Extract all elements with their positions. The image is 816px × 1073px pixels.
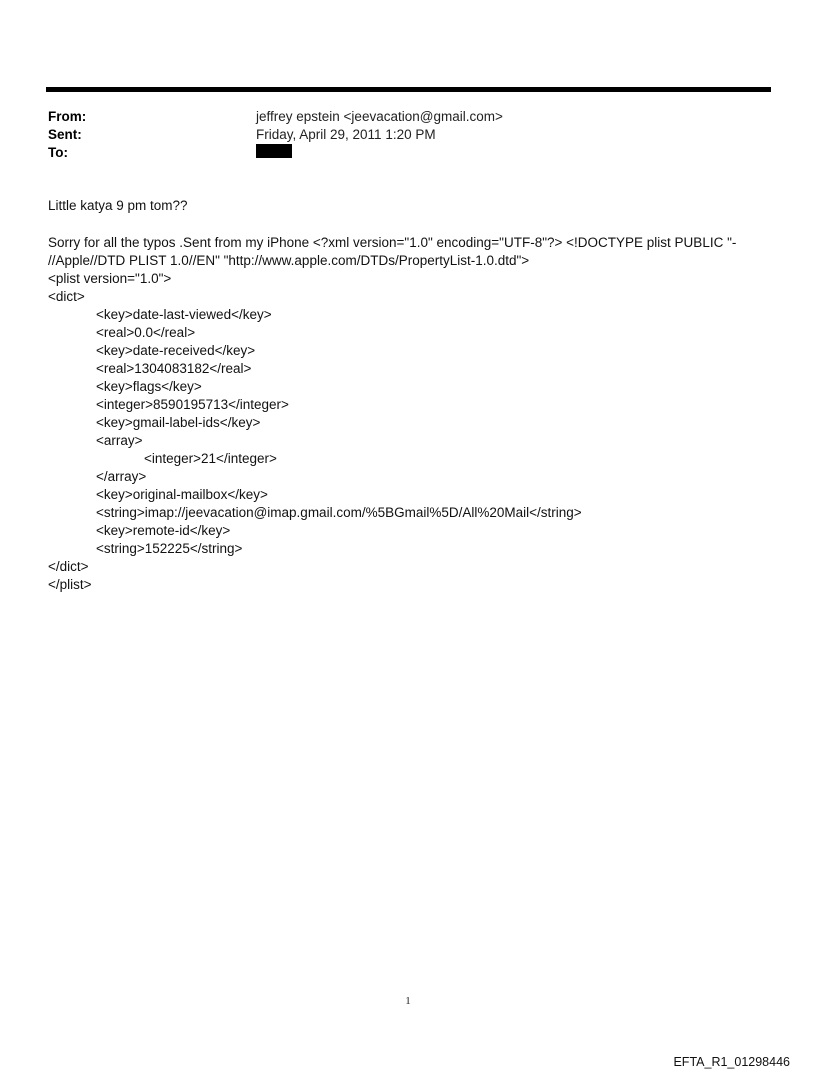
from-label: From:: [48, 109, 87, 124]
plist-line: <integer>8590195713</integer>: [96, 397, 289, 412]
plist-line: <string>imap://jeevacation@imap.gmail.com/%5BGmail%5D/All%20Mail</string>: [96, 505, 582, 520]
to-label: To:: [48, 145, 68, 160]
sent-row: [48, 126, 768, 144]
plist-line: <key>date-received</key>: [96, 343, 256, 358]
email-header: [48, 108, 768, 162]
document-id: EFTA_R1_01298446: [673, 1055, 790, 1069]
plist-line: <array>: [96, 433, 143, 448]
signature-line-2: //Apple//DTD PLIST 1.0//EN" "http://www.apple.com/DTDs/PropertyList-1.0.dtd">: [48, 253, 530, 268]
from-value: jeffrey epstein <jeevacation@gmail.com>: [256, 109, 503, 124]
plist-line: <key>date-last-viewed</key>: [96, 307, 272, 322]
page-number: 1: [405, 995, 411, 1007]
to-row: [48, 144, 768, 162]
email-body: [48, 197, 770, 594]
plist-line: <key>remote-id</key>: [96, 523, 231, 538]
greeting-text: Little katya 9 pm tom??: [48, 198, 188, 213]
dict-open: <dict>: [48, 289, 85, 304]
plist-open: <plist version="1.0">: [48, 271, 172, 286]
plist-line: <real>1304083182</real>: [96, 361, 252, 376]
plist-line: <key>gmail-label-ids</key>: [96, 415, 261, 430]
dict-close: </dict>: [48, 559, 89, 574]
sent-value: Friday, April 29, 2011 1:20 PM: [256, 127, 436, 142]
plist-line: <key>flags</key>: [96, 379, 202, 394]
from-row: [48, 108, 768, 126]
redaction-block: [256, 144, 292, 158]
signature-line-1: Sorry for all the typos .Sent from my iPhone <?xml version="1.0" encoding="UTF-8"?> <!DOCTYPE plist PUBLIC "-: [48, 235, 737, 250]
plist-line: </array>: [96, 469, 147, 484]
paragraph-gap: [48, 215, 770, 234]
plist-line: <integer>21</integer>: [144, 451, 277, 466]
header-divider: [46, 87, 771, 92]
plist-line: <string>152225</string>: [96, 541, 243, 556]
plist-line: <key>original-mailbox</key>: [96, 487, 268, 502]
plist-line: <real>0.0</real>: [96, 325, 196, 340]
plist-close: </plist>: [48, 577, 92, 592]
sent-label: Sent:: [48, 127, 82, 142]
